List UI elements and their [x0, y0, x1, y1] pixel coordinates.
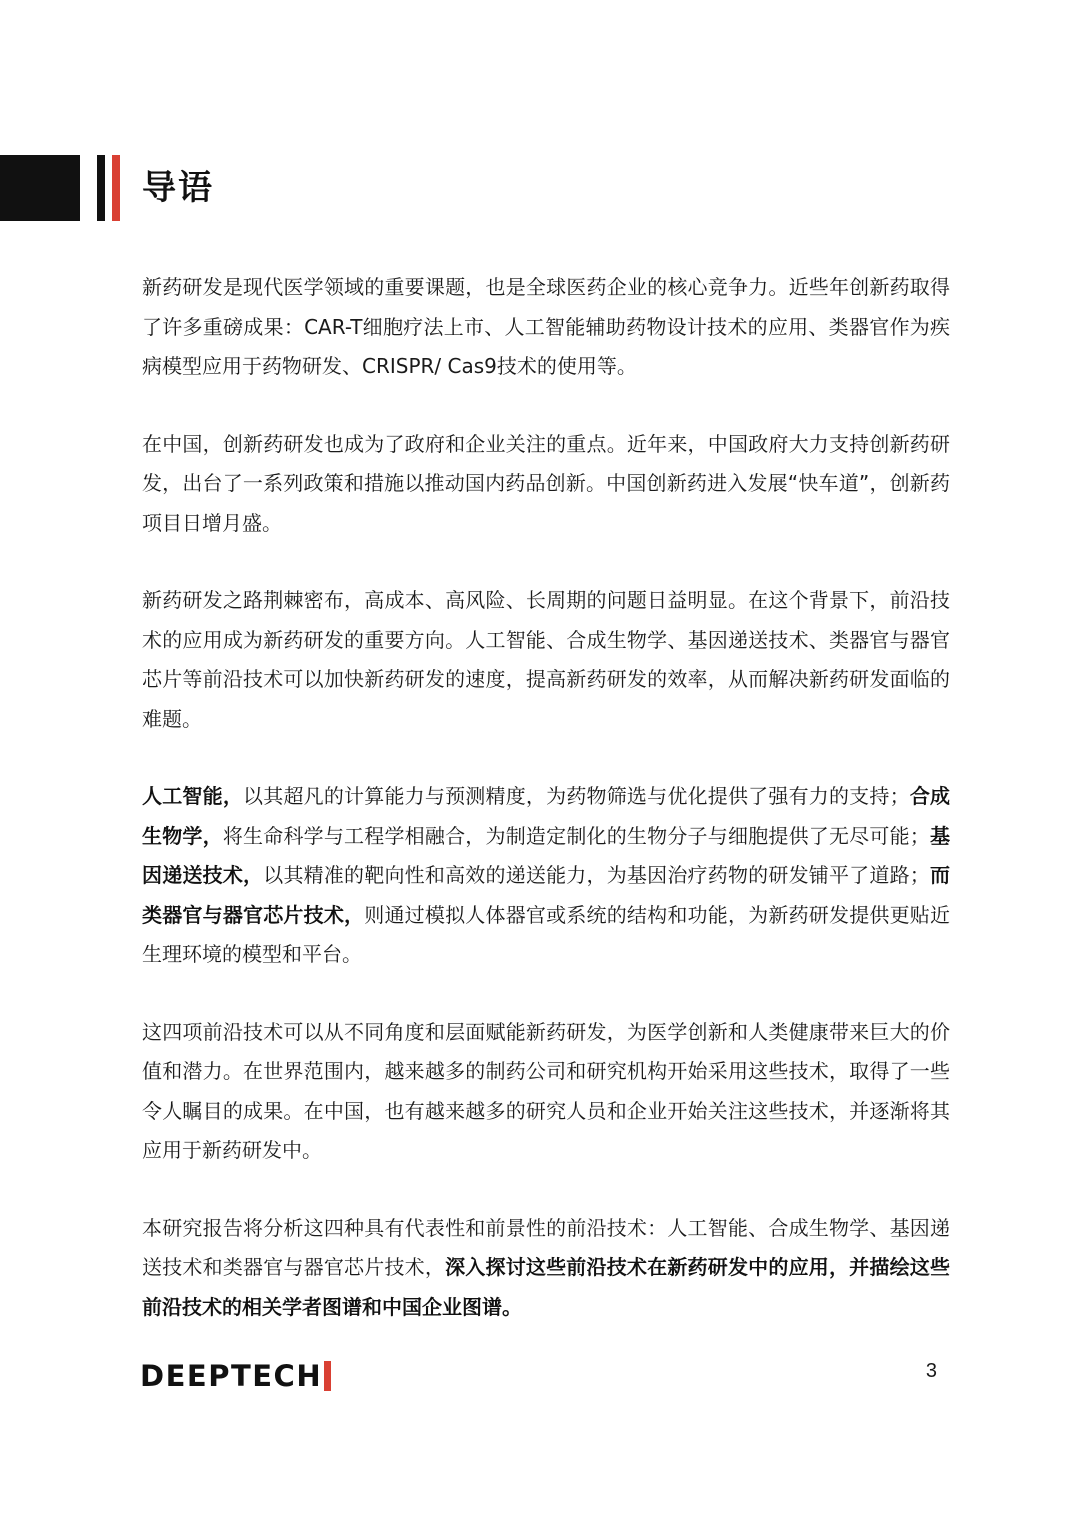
text-segment: 以其精准的靶向性和高效的递送能力，为基因治疗药物的研发铺平了道路； — [263, 863, 930, 887]
bold-text-segment: 而类器官与器官芯片技术， — [142, 863, 951, 927]
header-black-block — [0, 155, 80, 221]
body-text — [142, 268, 950, 1365]
logo-text: DEEPTECH — [140, 1359, 323, 1393]
header-red-stripe — [112, 155, 120, 221]
paragraph-1 — [142, 268, 950, 387]
text-segment: 则通过模拟人体器官或系统的结构和功能，为新药研发提供更贴近生理环境的模型和平台。 — [142, 902, 951, 966]
paragraph-4 — [142, 777, 950, 975]
logo-red-accent — [324, 1361, 331, 1391]
bold-text-segment: 人工智能， — [142, 784, 244, 808]
bold-text-segment: 基因递送技术， — [142, 823, 951, 887]
text-segment: 以其超凡的计算能力与预测精度，为药物筛选与优化提供了强有力的支持； — [243, 784, 910, 808]
section-title: 导语 — [142, 168, 214, 208]
text-segment: 新药研发之路荆棘密布，高成本、高风险、长周期的问题日益明显。在这个背景下，前沿技术的应用成为新药研发的重要方向。人工智能、合成生物学、基因递送技术、类器官与器官芯片等前沿技术可以加快新药研发的速度，提高新药研发的效率，从而解决新药研发面临的难题。 — [142, 588, 950, 731]
paragraph-5 — [142, 1013, 950, 1171]
deeptech-logo — [140, 1356, 331, 1396]
text-segment: 新药研发是现代医学领域的重要课题，也是全球医药企业的核心竞争力。近些年创新药取得了许多重磅成果：CAR-T细胞疗法上市、人工智能辅助药物设计技术的应用、类器官作为疾病模型应用于药物研发、CRISPR/ Cas9技术的使用等。 — [142, 275, 950, 378]
bold-text-segment: 合成生物学， — [142, 784, 951, 848]
header-black-stripe — [97, 155, 105, 221]
paragraph-2 — [142, 425, 950, 544]
paragraph-3 — [142, 581, 950, 739]
text-segment: 将生命科学与工程学相融合，为制造定制化的生物分子与细胞提供了无尽可能； — [222, 823, 930, 848]
text-segment: 本研究报告将分析这四种具有代表性和前景性的前沿技术：人工智能、合成生物学、基因递送技术和类器官与器官芯片技术， — [142, 1215, 950, 1279]
page-number: 3 — [925, 1360, 937, 1382]
text-segment: 在中国，创新药研发也成为了政府和企业关注的重点。近年来，中国政府大力支持创新药研发，出台了一系列政策和措施以推动国内药品创新。中国创新药进入发展“快车道”，创新药项目日增月盛。 — [142, 431, 950, 535]
bold-text-segment: 深入探讨这些前沿技术在新药研发中的应用，并描绘这些前沿技术的相关学者图谱和中国企业图谱。 — [142, 1255, 951, 1319]
text-segment: 这四项前沿技术可以从不同角度和层面赋能新药研发，为医学创新和人类健康带来巨大的价值和潜力。在世界范围内，越来越多的制药公司和研究机构开始采用这些技术，取得了一些令人瞩目的成果。在中国，也有越来越多的研究人员和企业开始关注这些技术，并逐渐将其应用于新药研发中。 — [142, 1019, 950, 1162]
paragraph-6 — [142, 1209, 950, 1328]
